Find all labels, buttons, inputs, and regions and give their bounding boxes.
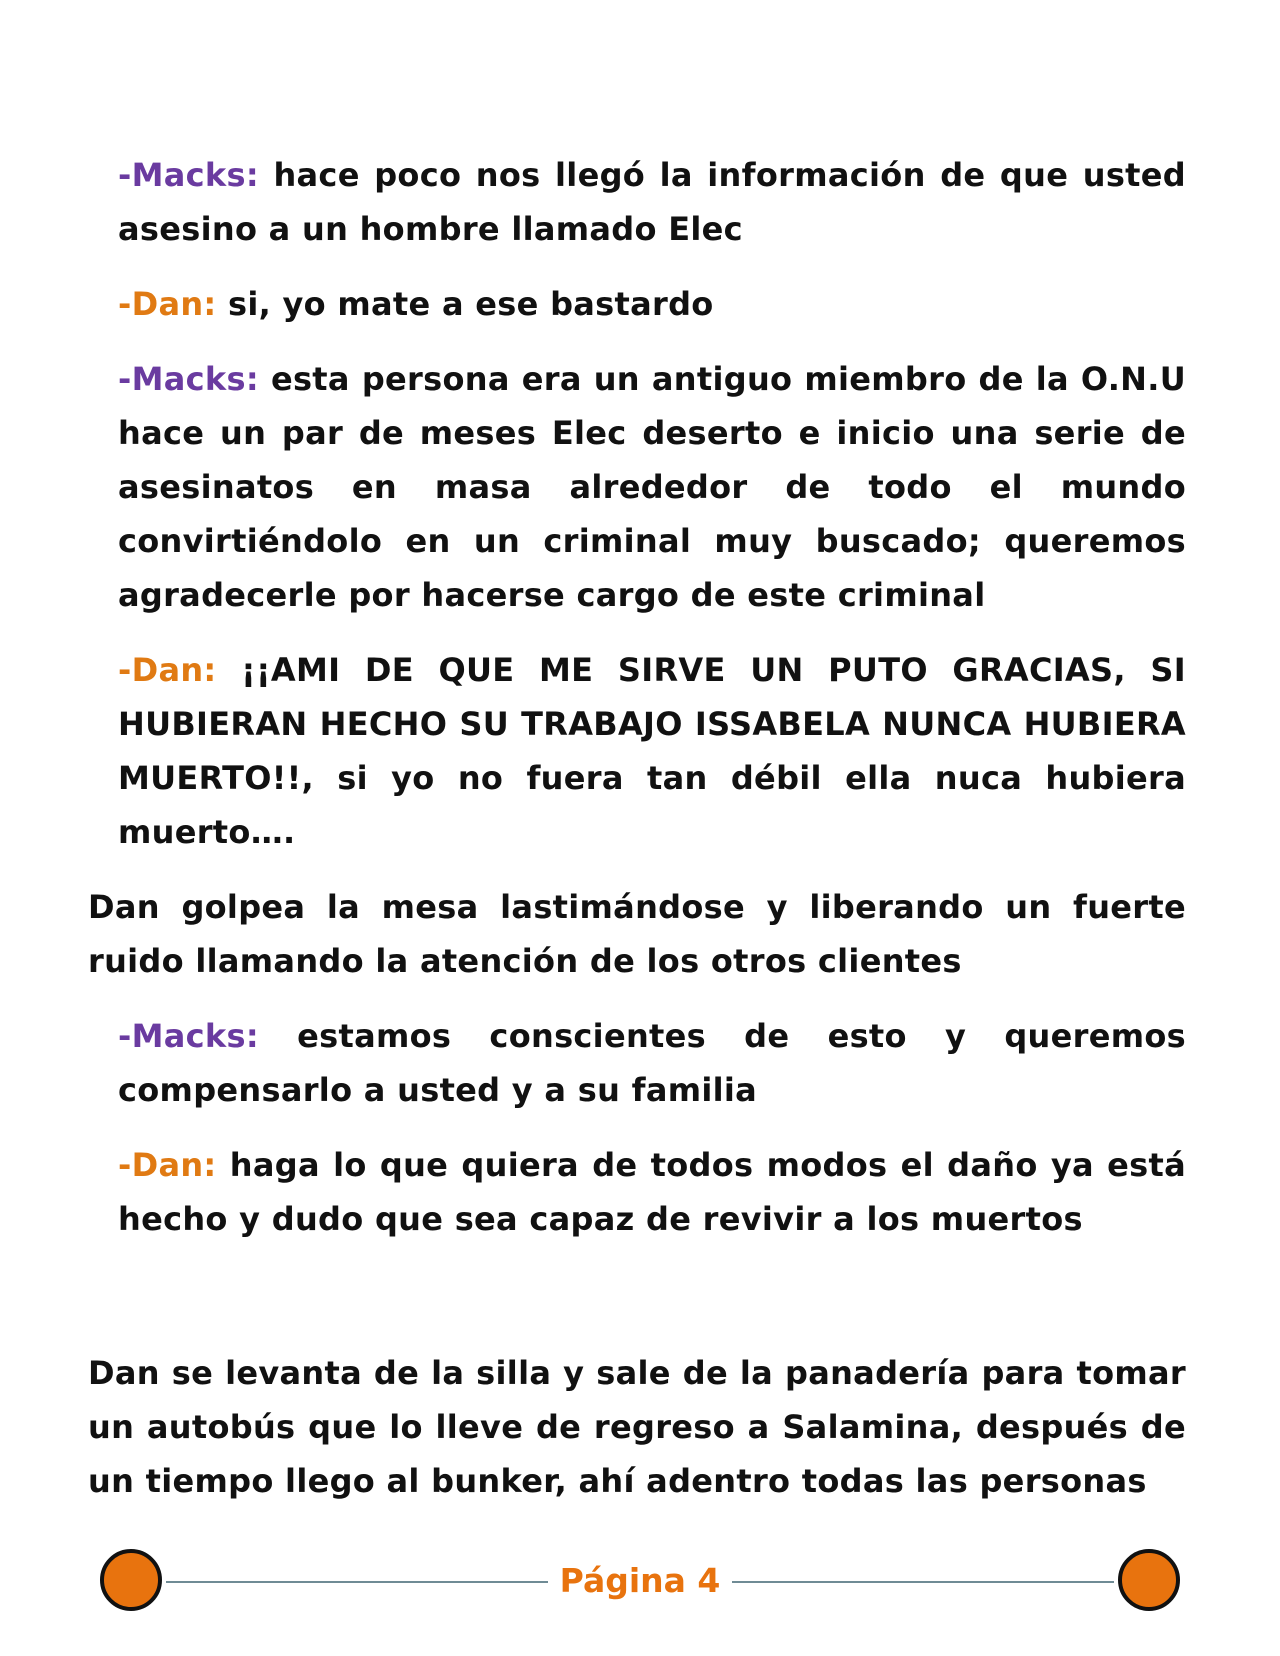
footer-circle-right [1118,1549,1180,1611]
page-footer [100,1547,1180,1617]
speaker-label: -Macks: [118,156,259,194]
dialogue-text: ¡¡AMI DE QUE ME SIRVE UN PUTO GRACIAS, SI HUBIERAN HECHO SU TRABAJO ISSABELA NUNCA HUBIERA MUERTO!!, si yo no fuera tan débil ella nuca hubiera muerto…. [118,651,1186,851]
speaker-label: -Macks: [118,1017,259,1055]
page-body [88,148,1186,1529]
dialogue-text: hace poco nos llegó la información de que usted asesino a un hombre llamado Elec [118,156,1186,248]
dialogue-text: estamos conscientes de esto y queremos compensarlo a usted y a su familia [118,1017,1186,1109]
speaker-label: -Dan: [118,1146,217,1184]
dialogue-line [118,277,1186,331]
dialogue-line [118,643,1186,859]
dialogue-text: esta persona era un antiguo miembro de la O.N.U hace un par de meses Elec deserto e inicio una serie de asesinatos en masa alrededor de todo el mundo convirtiéndolo en un criminal muy buscado; queremos agradecerle por hacerse cargo de este criminal [118,360,1186,614]
dialogue-line [118,352,1186,622]
dialogue-line [118,1009,1186,1117]
speaker-label: -Macks: [118,360,259,398]
dialogue-text: haga lo que quiera de todos modos el daño ya está hecho y dudo que sea capaz de revivir a los muertos [118,1146,1186,1238]
dialogue-line [118,1138,1186,1246]
narration-paragraph: Dan golpea la mesa lastimándose y liberando un fuerte ruido llamando la atención de los otros clientes [88,888,1186,980]
footer-rule-right [732,1581,1114,1583]
footer-rule-left [166,1581,548,1583]
footer-circle-left [100,1549,162,1611]
page-number: Página 4 [559,1561,721,1600]
speaker-label: -Dan: [118,651,217,689]
narration-paragraph: Dan se levanta de la silla y sale de la panadería para tomar un autobús que lo lleve de regreso a Salamina, después de un tiempo llego al bunker, ahí adentro todas las personas [88,1354,1186,1500]
dialogue-text: si, yo mate a ese bastardo [227,285,714,323]
dialogue-line [118,148,1186,256]
speaker-label: -Dan: [118,285,217,323]
